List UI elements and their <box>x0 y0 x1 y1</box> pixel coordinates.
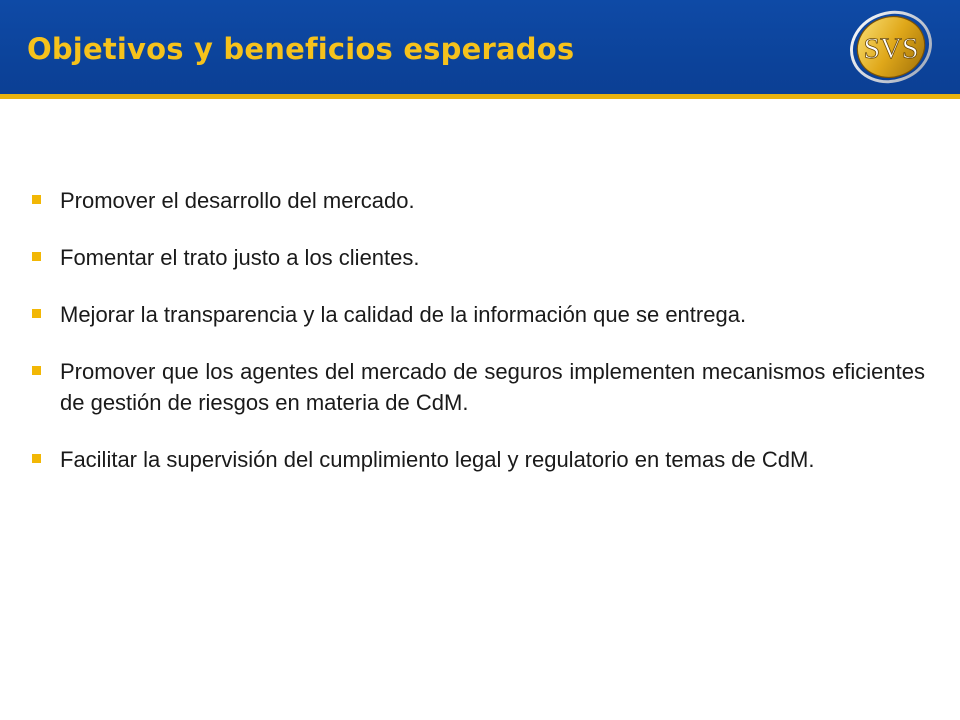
bullet-text: Facilitar la supervisión del cumplimiento legal y regulatorio en temas de CdM. <box>60 447 815 472</box>
bullet-text: Mejorar la transparencia y la calidad de la información que se entrega. <box>60 302 747 327</box>
svg-text:SVS: SVS <box>863 32 919 65</box>
square-bullet-icon <box>32 309 41 318</box>
square-bullet-icon <box>32 252 41 261</box>
bullet-item <box>30 185 925 216</box>
header-accent-rule <box>0 94 960 99</box>
bullet-item <box>30 356 925 418</box>
slide-title: Objetivos y beneficios esperados <box>27 32 575 66</box>
slide-header <box>0 0 960 94</box>
bullet-item <box>30 444 925 475</box>
bullet-item <box>30 242 925 273</box>
bullet-text: Promover que los agentes del mercado de seguros implementen mecanismos eficientes de gestión de riesgos en materia de CdM. <box>60 359 925 415</box>
svs-logo <box>843 6 939 88</box>
square-bullet-icon <box>32 195 41 204</box>
bullet-list <box>30 185 925 501</box>
bullet-text: Promover el desarrollo del mercado. <box>60 188 415 213</box>
square-bullet-icon <box>32 454 41 463</box>
bullet-item <box>30 299 925 330</box>
bullet-text: Fomentar el trato justo a los clientes. <box>60 245 420 270</box>
square-bullet-icon <box>32 366 41 375</box>
